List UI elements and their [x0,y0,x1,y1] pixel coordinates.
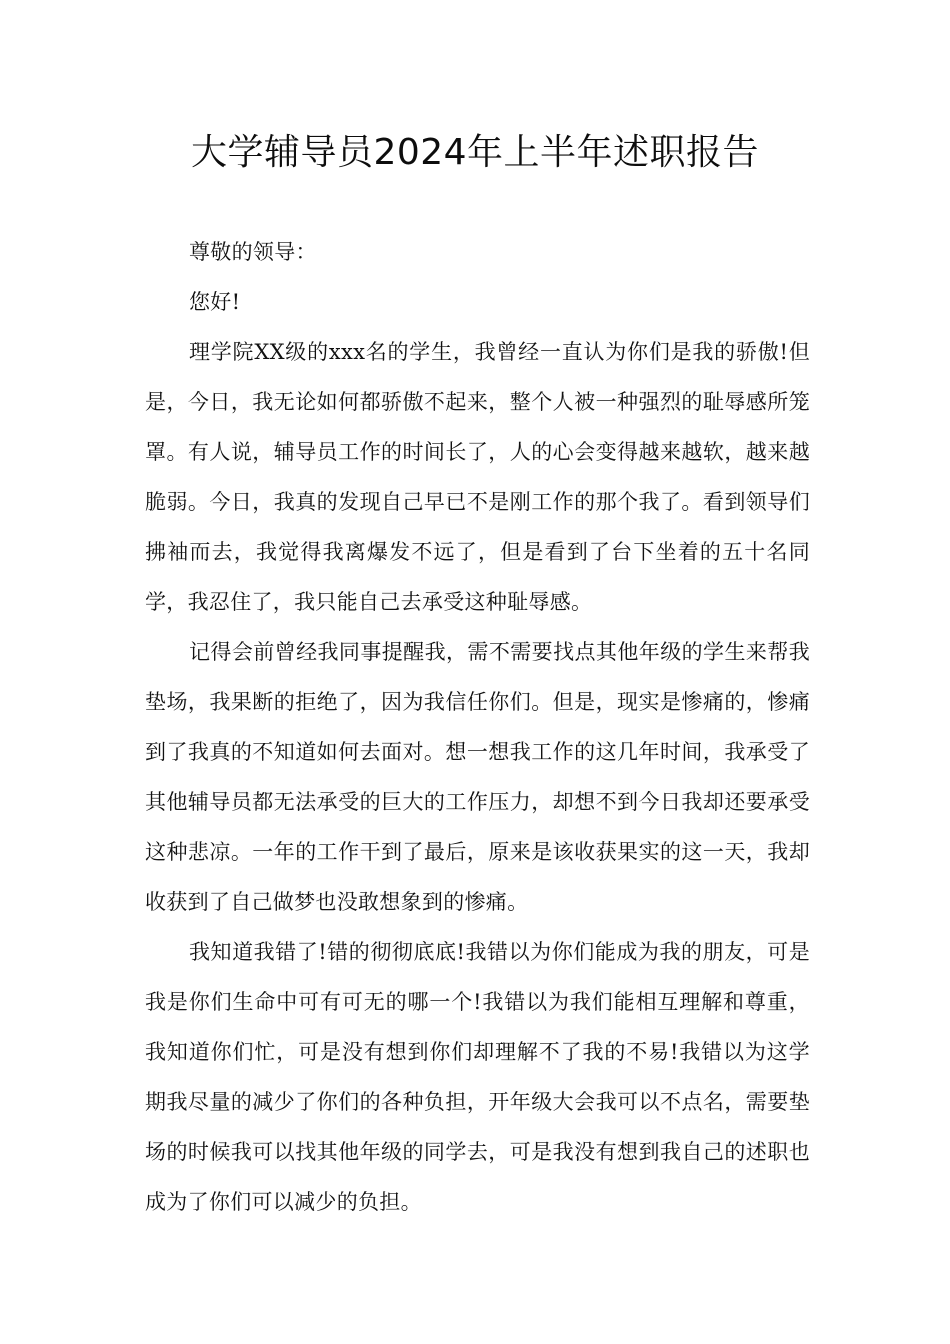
greeting: 您好! [189,290,241,314]
paragraph-1: 理学院XX级的xxx名的学生，我曾经一直认为你们是我的骄傲!但是，今日，我无论如何都骄傲不起来，整个人被一种强烈的耻辱感所笼罩。有人说，辅导员工作的时间长了，人的心会变得越来越软，越来越脆弱。今日，我真的发现自己早已不是刚工作的那个我了。看到领导们拂袖而去，我觉得我离爆发不远了，但是看到了台下坐着的五十名同学，我忍住了，我只能自己去承受这种耻辱感。 [145,340,810,614]
paragraph-3: 我知道我错了!错的彻彻底底!我错以为你们能成为我的朋友，可是我是你们生命中可有可无的哪一个!我错以为我们能相互理解和尊重，我知道你们忙，可是没有想到你们却理解不了我的不易!我错以为这学期我尽量的减少了你们的各种负担，开年级大会我可以不点名，需要垫场的时候我可以找其他年级的同学去，可是我没有想到我自己的述职也成为了你们可以减少的负担。 [145,940,810,1214]
paragraph-2: 记得会前曾经我同事提醒我，需不需要找点其他年级的学生来帮我垫场，我果断的拒绝了，因为我信任你们。但是，现实是惨痛的，惨痛到了我真的不知道如何去面对。想一想我工作的这几年时间，我承受了其他辅导员都无法承受的巨大的工作压力，却想不到今日我却还要承受这种悲凉。一年的工作干到了最后，原来是该收获果实的这一天，我却收获到了自己做梦也没敢想象到的惨痛。 [145,640,810,914]
document-title: 大学辅导员2024年上半年述职报告 [190,132,760,173]
salutation: 尊敬的领导： [189,240,317,264]
document-body [145,227,810,1227]
